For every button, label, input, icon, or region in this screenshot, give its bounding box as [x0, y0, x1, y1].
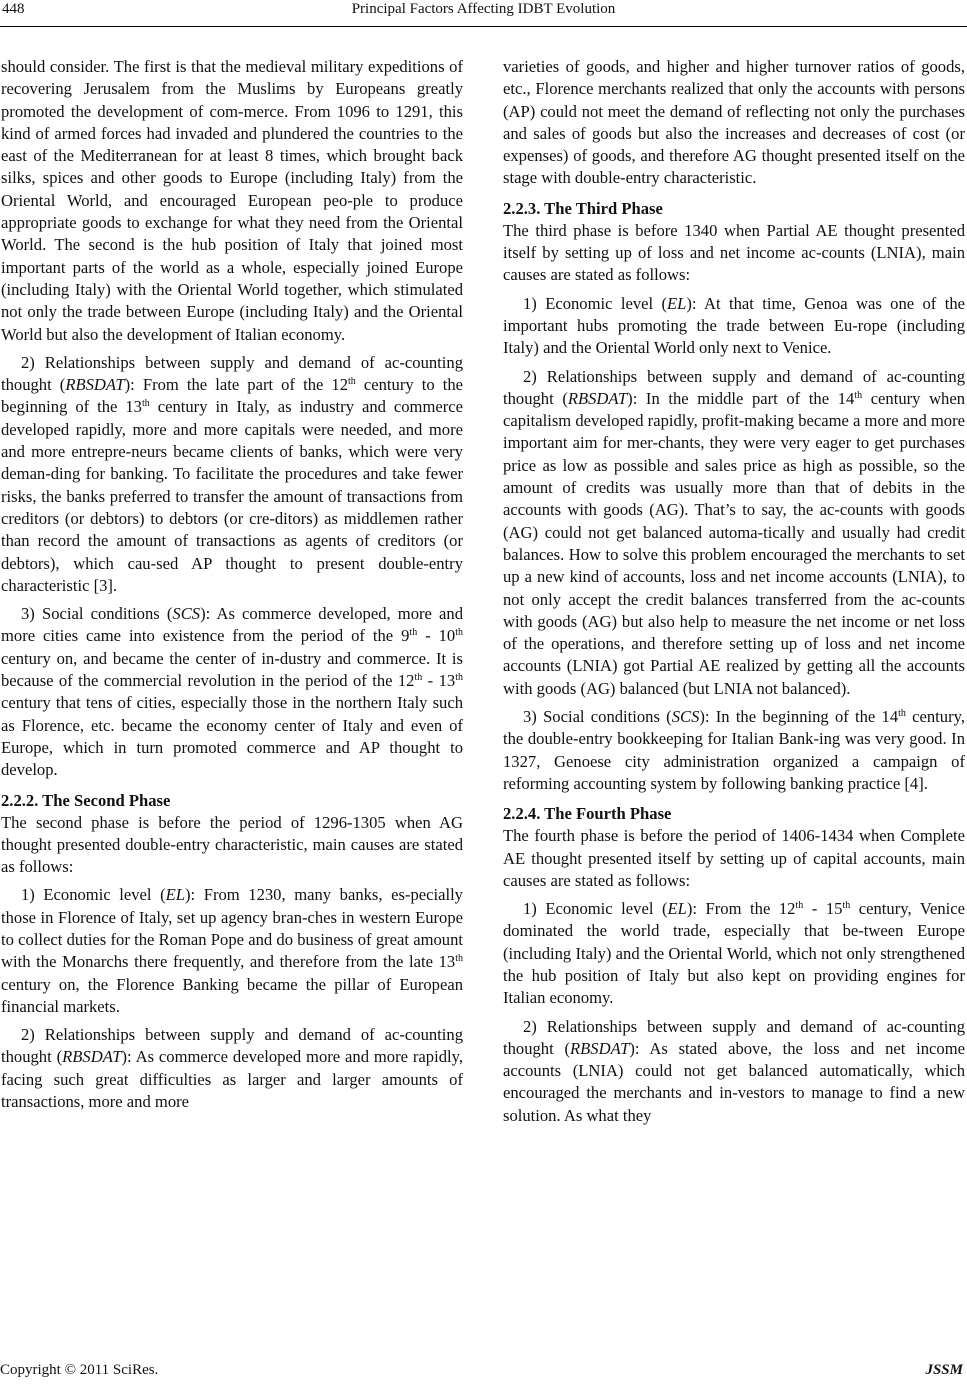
running-title: Principal Factors Affecting IDBT Evolution — [351, 1, 616, 17]
paragraph: 1) Economic level (EL): From the 12th - 15th century, Venice dominated the world trade, especially that be-tween Europe (including Italy) and the Oriental World, which not only strengthened the hub position of Italy but also kept on providing engines for Italian economy. — [503, 899, 965, 1008]
section-heading: 2.2.4. The Fourth Phase — [503, 804, 672, 824]
paragraph: 1) Economic level (EL): At that time, Genoa was one of the important hubs promoting the trade between Eu-rope (including Italy) and the Oriental World only next to Venice. — [503, 293, 965, 358]
paragraph: 2) Relationships between supply and demand of ac-counting thought (RBSDAT): In the middle part of the 14th century when capitalism developed rapidly, profit-making became a more and more important aim for mer-chants, they were very eager to get purchases price as low as possible and sales price as high as possible, so the amount of credits was usually more than that of debits in the accounts with goods (AG). That’s to say, the ac-counts with goods (AG) could not get balanced automa-tically and usually had credit balances. How to solve this problem encouraged the merchants to set up a new kind of accounts, loss and net income accounts (LNIA), to not only accept the credit balances transferred from the ac-counts with goods (AG) but also help to measure the net income or net loss of the operations, and therefore setting up of loss and net income accounts (LNIA) got Partial AE realized by getting all the accounts with goods (AG) balanced (but LNIA not balanced). — [503, 366, 966, 698]
paragraph: The second phase is before the period of 1296-1305 when AG thought presented double-entry characteristic, main causes are stated as follows: — [1, 812, 463, 877]
section-heading: 2.2.3. The Third Phase — [503, 198, 663, 218]
paragraph: 2) Relationships between supply and demand of ac-counting thought (RBSDAT): As stated above, the loss and net income accounts (LNIA) could not get balanced automatically, which encouraged the merchants and in-vestors to manage to find a new solution. As what they — [503, 1016, 965, 1125]
page-footer — [0, 1360, 967, 1384]
journal-name: JSSM — [925, 1362, 963, 1378]
paragraph: should consider. The first is that the medieval military expeditions of recovering Jerusalem from the Muslims by Europeans greatly promoted the development of com-merce. From 1096 to 1291, this kind of armed forces had invaded and plundered the countries to the east of the Mediterranean for at least 8 times, which brought back silks, spices and other goods to Europe (including Italy) from the Oriental World, and encouraged European peo-ple to produce appropriate goods to exchange for what they need from the Oriental World. The second is the hub position of Italy that joined most important parts of the world as a whole, especially joined Europe (including Italy) with the Oriental World together, which stimulated not only the trade between Europe (including Italy) and the Oriental World but also the development of Italian economy. — [1, 57, 463, 344]
paragraph: The fourth phase is before the period of 1406-1434 when Complete AE thought presented itself by setting up of capital accounts, main causes are stated as follows: — [503, 826, 965, 890]
left-column — [1, 56, 463, 1119]
paragraph: 2) Relationships between supply and demand of ac-counting thought (RBSDAT): As commerce developed more and more rapidly, facing such great difficulties as larger and larger amounts of transactions, more and more — [1, 1025, 463, 1112]
paragraph: 3) Social conditions (SCS): As commerce developed, more and more cities came into existence from the period of the 9th - 10th century on, and became the center of in-dustry and commerce. It is because of the commercial revolution in the period of the 12th - 13th century that tens of cities, especially those in the northern Italy such as Florence, etc. became the economy center of Italy and even of Europe, which in turn promoted commerce and AP thought to develop. — [1, 604, 463, 780]
page-number: 448 — [2, 1, 25, 17]
paragraph: 3) Social conditions (SCS): In the beginning of the 14th century, the double-entry bookkeeping for Italian Bank-ing was very good. In 1327, Genoese city administration organized a campaign of reforming accounting system by following banking practice [4]. — [503, 707, 965, 793]
copyright-notice: Copyright © 2011 SciRes. — [0, 1362, 159, 1378]
paragraph: varieties of goods, and higher and higher turnover ratios of goods, etc., Florence merchants realized that only the accounts with persons (AP) could not meet the demand of reflecting not only the purchases and sales of goods but also the increases and decreases of cost (or expenses) of goods, and therefore AG thought presented itself on the stage with double-entry characteristic. — [503, 57, 965, 188]
paragraph: 1) Economic level (EL): From 1230, many banks, es-pecially those in Florence of Italy, set up agency bran-ches in western Europe to collect duties for the Roman Pope and do business of great amount with the Monarchs there frequently, and therefore from the late 13th century on, the Florence Banking became the pillar of European financial markets. — [1, 885, 463, 1016]
page-header — [0, 0, 967, 27]
right-column — [503, 56, 965, 1133]
paragraph: The third phase is before 1340 when Partial AE thought presented itself by setting up of loss and net income ac-counts (LNIA), main causes are stated as follows: — [503, 220, 965, 285]
section-heading: 2.2.2. The Second Phase — [1, 790, 171, 810]
paragraph: 2) Relationships between supply and demand of ac-counting thought (RBSDAT): From the late part of the 12th century to the beginning of the 13th century in Italy, as industry and commerce developed rapidly, more and more capitals were needed, and more and more entrepre-neurs became clients of banks, which were very deman-ding for banking. To facilitate the procedures and take fewer risks, the banks preferred to transfer the amount of transactions from creditors (or debtors) to debtors (or cre-ditors) as middlemen rather than record the amount of transactions as agents of creditors (or debtors), which cau-sed AP thought to present double-entry characteristic [3]. — [1, 352, 463, 595]
